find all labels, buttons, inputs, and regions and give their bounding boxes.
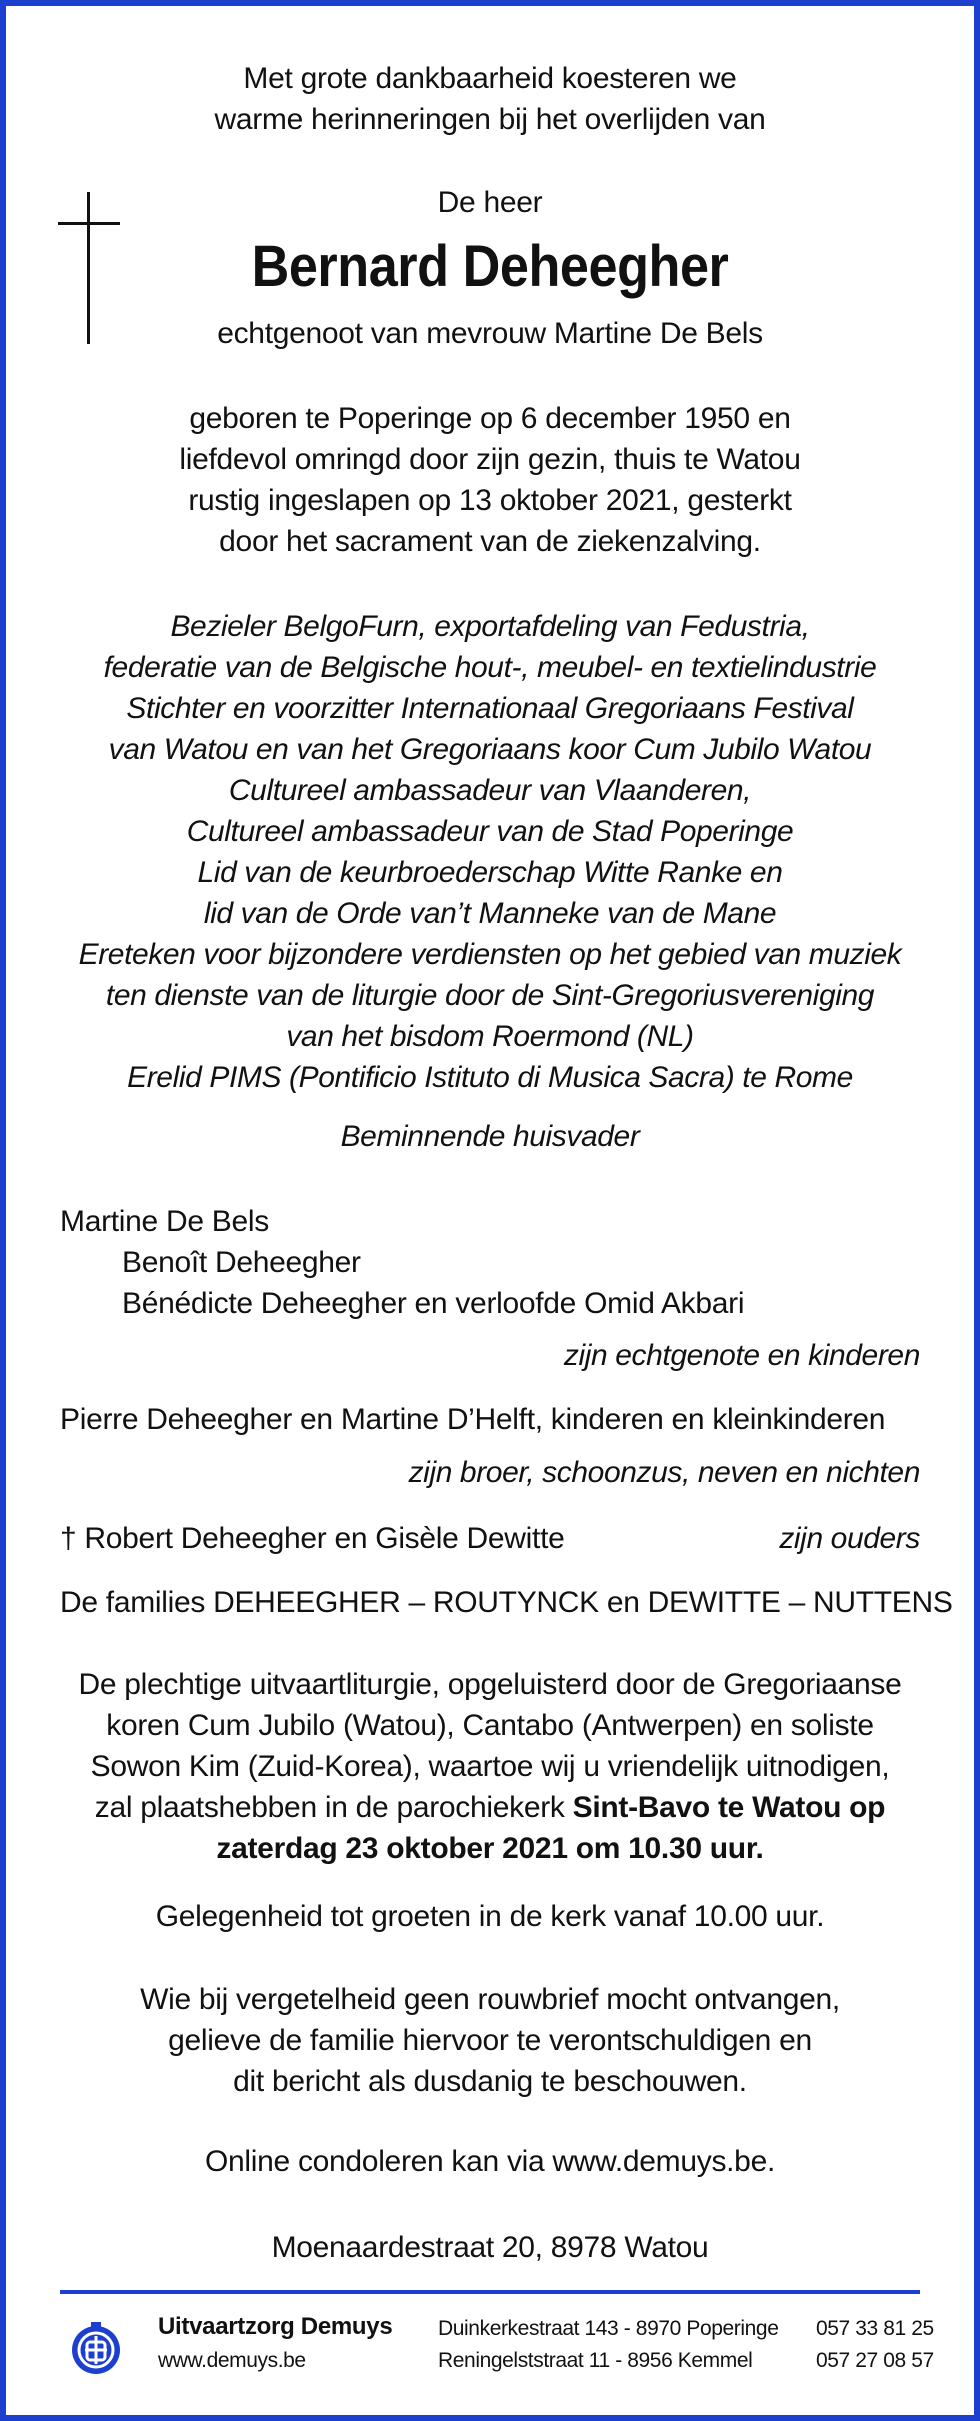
family-spouse: Martine De Bels xyxy=(60,1205,269,1238)
title-line: lid van de Orde van’t Manneke van de Mane xyxy=(203,897,777,930)
greeting-text: Gelegenheid tot groeten in de kerk vanaf 10.00 uur. xyxy=(155,1900,825,1933)
title-line: van het bisdom Roermond (NL) xyxy=(286,1020,694,1053)
title-line: van Watou en van het Gregoriaans koor Cum Jubilo Watou xyxy=(108,733,872,766)
ceremony-paragraph: De plechtige uitvaartliturgie, opgeluisterd door de Gregoriaanse koren Cum Jubilo (Watou), Cantabo (Antwerpen) en soliste Sowon Kim (Zuid-Korea), waartoe wij u vriendelijk uitnodigen, zal plaatshebben in de parochiekerk Sint-Bavo te Watou op zaterdag 23 oktober 2021 om 10.30 uur. xyxy=(78,1668,902,1865)
epithet: Beminnende huisvader xyxy=(340,1120,640,1153)
title-line: Cultureel ambassadeur van de Stad Poperinge xyxy=(186,815,794,848)
family-parents: † Robert Deheegher en Gisèle Dewitte xyxy=(60,1522,565,1555)
intro-text: Met grote dankbaarheid koesteren we warme herinneringen bij het overlijden van xyxy=(214,62,766,136)
life-line: liefdevol omringd door zijn gezin, thuis te Watou xyxy=(179,443,801,476)
ceremony-date: zaterdag 23 oktober 2021 om 10.30 uur. xyxy=(216,1832,764,1865)
life-line: rustig ingeslapen op 13 oktober 2021, gesterkt xyxy=(188,484,792,517)
spouse-line: echtgenoot van mevrouw Martine De Bels xyxy=(217,317,763,350)
title-line: Ereteken voor bijzondere verdiensten op het gebied van muziek xyxy=(78,938,902,971)
church-name: Sint-Bavo te Watou op xyxy=(572,1791,886,1824)
family-child: Benoît Deheegher xyxy=(122,1246,361,1279)
title-line: Lid van de keurbroederschap Witte Ranke en xyxy=(197,856,783,889)
footer-website[interactable]: www.demuys.be xyxy=(158,2349,306,2372)
title-line: ten dienste van de liturgie door de Sint-Gregoriusvereniging xyxy=(105,979,875,1012)
notice-paragraph: Wie bij vergetelheid geen rouwbrief mocht ontvangen, gelieve de familie hiervoor te verontschuldigen en dit bericht als dusdanig te beschouwen. xyxy=(140,1983,840,2098)
footer-divider xyxy=(60,2290,920,2294)
condolence-text: Online condoleren kan via www.demuys.be. xyxy=(205,2145,775,2178)
titles-list xyxy=(6,606,974,1098)
title-line: federatie van de Belgische hout-, meubel- en textielindustrie xyxy=(103,651,877,684)
life-line: door het sacrament van de ziekenzalving. xyxy=(219,525,761,558)
family-sibling: Pierre Deheegher en Martine D’Helft, kinderen en kleinkinderen xyxy=(60,1403,886,1436)
life-paragraph xyxy=(6,398,974,562)
honorific: De heer xyxy=(437,186,543,219)
family-names: De families DEHEEGHER – ROUTYNCK en DEWITTE – NUTTENS xyxy=(60,1586,953,1619)
life-line: geboren te Poperinge op 6 december 1950 en xyxy=(189,402,791,435)
deceased-name: Bernard Deheegher xyxy=(251,234,729,299)
footer-address-poperinge: Duinkerkestraat 143 - 8970 Poperinge xyxy=(438,2317,779,2340)
footer-brand: Uitvaartzorg Demuys xyxy=(158,2313,393,2340)
footer-address-kemmel: Reningelststraat 11 - 8956 Kemmel xyxy=(438,2349,753,2372)
footer-phone-2: 057 27 08 57 xyxy=(816,2349,934,2372)
family-parents-label: zijn ouders xyxy=(779,1522,920,1555)
family-group-label: zijn broer, schoonzus, neven en nichten xyxy=(408,1456,920,1489)
footer-phone-1: 057 33 81 25 xyxy=(816,2317,934,2340)
round-emblem-icon xyxy=(70,2316,122,2384)
title-line: Erelid PIMS (Pontificio Istituto di Musica Sacra) te Rome xyxy=(127,1061,853,1094)
home-address: Moenaardestraat 20, 8978 Watou xyxy=(271,2231,709,2264)
title-line: Cultureel ambassadeur van Vlaanderen, xyxy=(228,774,752,807)
family-group-label: zijn echtgenote en kinderen xyxy=(563,1339,920,1372)
family-child: Bénédicte Deheegher en verloofde Omid Akbari xyxy=(122,1287,745,1320)
title-line: Stichter en voorzitter Internationaal Gregoriaans Festival xyxy=(126,692,854,725)
title-line: Bezieler BelgoFurn, exportafdeling van Fedustria, xyxy=(170,610,810,643)
